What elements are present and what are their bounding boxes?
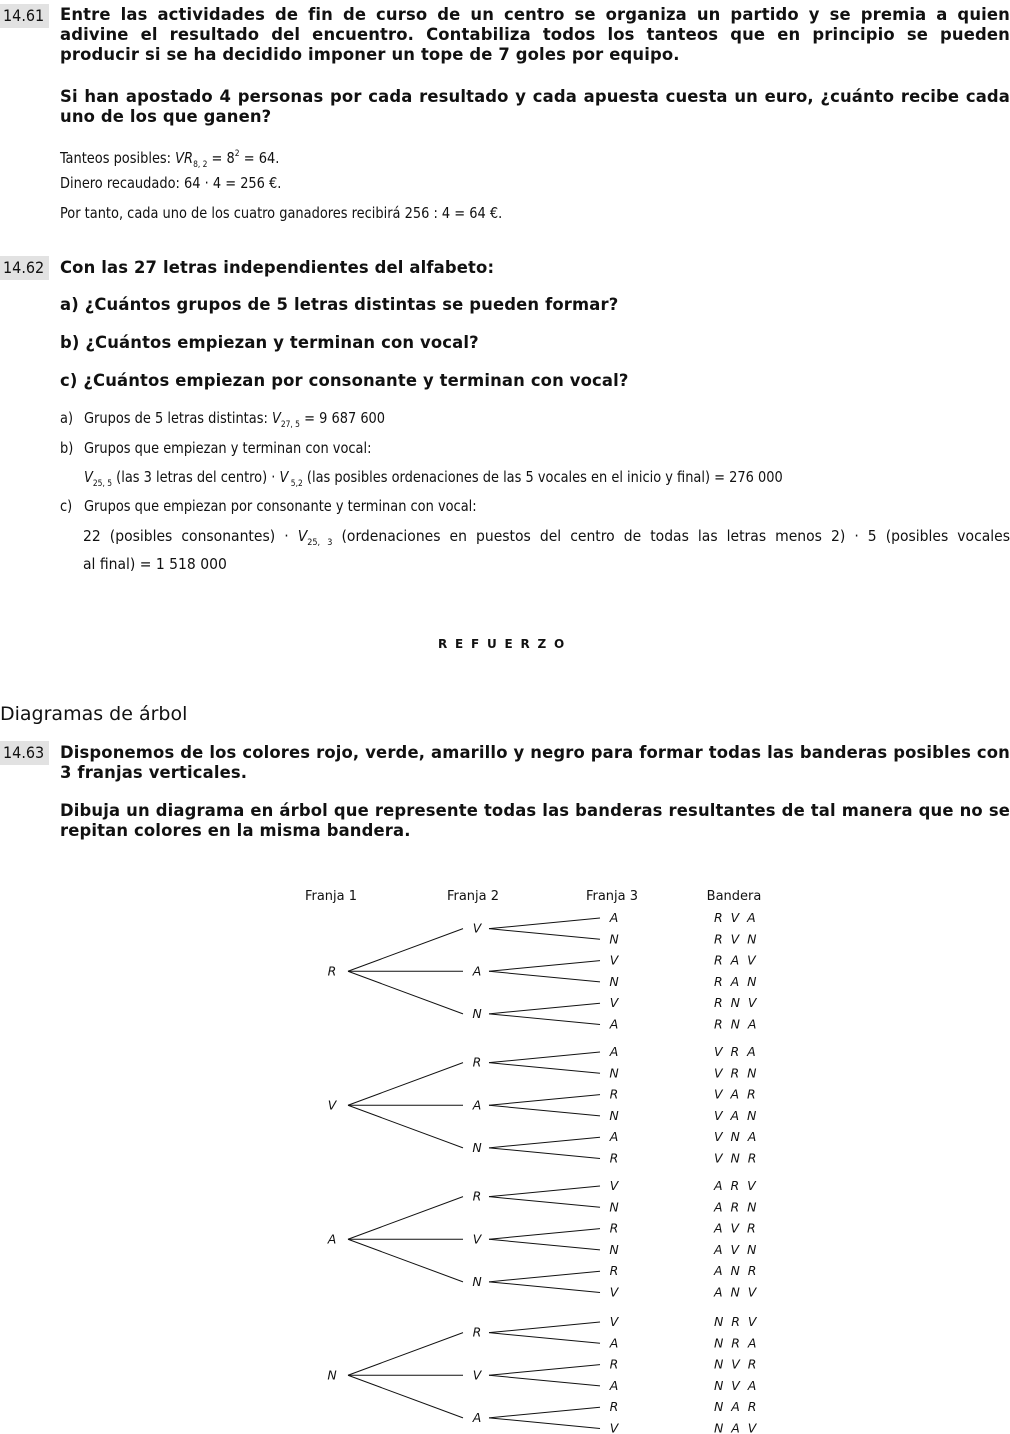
problem-number: 14.63 (0, 741, 49, 765)
tree-branch (489, 1229, 600, 1240)
tree-branch (489, 961, 600, 972)
tree-branch (489, 1063, 600, 1074)
flag-combination: N R V (714, 1314, 757, 1329)
tree-branch (489, 1365, 600, 1376)
first-stripe-label: R (327, 963, 337, 979)
tree-branch (348, 929, 463, 972)
second-stripe-label: N (472, 1005, 482, 1021)
flag-combination: V R A (714, 1044, 756, 1059)
tree-branch (489, 1137, 600, 1148)
tree-branch (348, 1197, 463, 1240)
tree-branch (489, 1095, 600, 1106)
tree-branch (489, 1407, 600, 1418)
column-header: Franja 3 (585, 889, 639, 904)
flag-combination: V R N (714, 1065, 757, 1081)
second-stripe-label: A (472, 1097, 482, 1113)
flag-combination: A V R (714, 1220, 756, 1236)
third-stripe-label: A (609, 1129, 619, 1145)
flag-combination: A R V (714, 1178, 756, 1193)
second-stripe-label: A (472, 1409, 482, 1425)
tree-branch (489, 1333, 600, 1344)
tree-branch (489, 1375, 600, 1386)
flag-combination: A N R (714, 1263, 757, 1279)
column-header: Franja 1 (304, 889, 358, 904)
tree-branch (489, 1418, 600, 1429)
third-stripe-label: N (609, 1107, 619, 1123)
solution-line: Tanteos posibles: $VR_{8, 2} = 8^2 = 64$. (60, 149, 280, 170)
flag-combination: R N V (714, 995, 757, 1011)
flag-combination: R A V (714, 952, 756, 968)
answer-a: Grupos de 5 letras distintas: $V_{27, 5} = 9$ 687 600 (84, 409, 386, 430)
tree-branch (489, 1186, 600, 1197)
tree-branch (489, 1148, 600, 1159)
question-a: a) ¿Cuántos grupos de 5 letras distintas se pueden formar? (60, 295, 619, 314)
problem-statement: Entre las actividades de fin de curso de un centro se organiza un partido y se premia a quien adivine el resultado del encuentro. Contabiliza todos los tanteos que en principio se pueden producir si se ha decidido imponer un tope de 7 goles por equipo. (60, 5, 1010, 64)
problem-statement: Con las 27 letras independientes del alfabeto: (60, 258, 495, 277)
flag-combination: A R N (714, 1199, 757, 1215)
third-stripe-label: R (609, 1220, 619, 1236)
second-stripe-label: V (472, 920, 482, 936)
tree-branch (489, 1239, 600, 1250)
section-title: Diagramas de árbol (0, 703, 188, 725)
flag-combination: A N V (714, 1284, 757, 1300)
first-stripe-label: V (327, 1097, 337, 1113)
question-b: b) ¿Cuántos empiezan y terminan con vocal? (60, 333, 479, 352)
tree-branch (489, 971, 600, 982)
flag-combination: N V R (714, 1356, 757, 1372)
third-stripe-label: N (609, 1241, 619, 1257)
third-stripe-label: A (609, 1044, 619, 1059)
section-banner: REFUERZO (437, 637, 573, 651)
first-stripe-label: A (327, 1231, 337, 1247)
tree-branch (348, 1239, 463, 1282)
third-stripe-label: V (609, 995, 619, 1011)
tree-branch (348, 1333, 463, 1376)
flag-combination: V N R (714, 1150, 757, 1166)
flag-combination: N A R (714, 1399, 757, 1415)
answer-label: a) (60, 409, 74, 427)
solution-line: Por tanto, cada uno de los cuatro ganadores recibirá 256 : 4 = 64 €. (60, 204, 503, 222)
second-stripe-label: N (472, 1273, 482, 1289)
second-stripe-label: R (472, 1054, 482, 1070)
tree-branch (489, 1003, 600, 1014)
flag-combination: R V N (714, 931, 757, 947)
third-stripe-label: V (609, 1284, 619, 1300)
flag-combination: R A N (714, 973, 757, 989)
third-stripe-label: N (609, 1065, 619, 1081)
column-header: Franja 2 (446, 889, 500, 904)
solution-line: Dinero recaudado: 64 · 4 = 256 €. (60, 174, 282, 192)
second-stripe-label: R (472, 1188, 482, 1204)
problem-statement: Disponemos de los colores rojo, verde, amarillo y negro para formar todas las banderas posibles con 3 franjas verticales. (60, 743, 1010, 782)
answer-b: Grupos que empiezan y terminan con vocal: (84, 439, 372, 457)
third-stripe-label: R (609, 1086, 619, 1102)
tree-branch (489, 1322, 600, 1333)
flag-combination: R V A (714, 910, 756, 925)
flag-combination: V N A (714, 1129, 757, 1145)
tree-branch (348, 1375, 463, 1418)
flag-combination: N R A (714, 1335, 757, 1351)
second-stripe-label: R (472, 1324, 482, 1340)
third-stripe-label: R (609, 1263, 619, 1279)
tree-branch (348, 1063, 463, 1106)
third-stripe-label: N (609, 1199, 619, 1215)
tree-branch (348, 1105, 463, 1148)
problem-question: Dibuja un diagrama en árbol que represente todas las banderas resultantes de tal manera que no se repitan colores en la misma bandera. (60, 801, 1010, 840)
third-stripe-label: A (609, 910, 619, 925)
second-stripe-label: V (472, 1367, 482, 1383)
answer-c-detail: 22 (posibles consonantes) · $V_{25, 3}$ (ordenaciones en puestos del centro de todas las letras menos 2) · 5 (posibles vocales al final) = 1 518 000 (83, 527, 1010, 573)
third-stripe-label: R (609, 1399, 619, 1415)
answer-label: c) (60, 497, 73, 515)
third-stripe-label: A (609, 1016, 619, 1032)
tree-branch (489, 929, 600, 940)
third-stripe-label: N (609, 973, 619, 989)
first-stripe-label: N (327, 1367, 337, 1383)
problem-number: 14.62 (0, 256, 49, 280)
third-stripe-label: R (609, 1356, 619, 1372)
second-stripe-label: A (472, 963, 482, 979)
flag-combination: V A R (714, 1086, 756, 1102)
flag-combination: N V A (714, 1377, 757, 1393)
tree-branch (489, 918, 600, 929)
tree-branch (489, 1271, 600, 1282)
answer-c: Grupos que empiezan por consonante y terminan con vocal: (84, 497, 477, 515)
third-stripe-label: A (609, 1335, 619, 1351)
third-stripe-label: V (609, 1314, 619, 1329)
flag-combination: A V N (714, 1241, 757, 1257)
tree-branch (489, 1052, 600, 1063)
tree-diagram (0, 870, 1010, 1434)
column-header: Bandera (706, 889, 762, 904)
flag-combination: V A N (714, 1107, 757, 1123)
problem-question: Si han apostado 4 personas por cada resultado y cada apuesta cuesta un euro, ¿cuánto recibe cada uno de los que ganen? (60, 87, 1010, 126)
second-stripe-label: V (472, 1231, 482, 1247)
tree-branch (489, 1197, 600, 1208)
third-stripe-label: R (609, 1150, 619, 1166)
flag-combination: N A V (714, 1420, 757, 1434)
answer-label: b) (60, 439, 74, 457)
third-stripe-label: A (609, 1377, 619, 1393)
second-stripe-label: N (472, 1139, 482, 1155)
question-c: c) ¿Cuántos empiezan por consonante y terminan con vocal? (60, 371, 629, 390)
problem-number: 14.61 (0, 4, 49, 28)
third-stripe-label: V (609, 1178, 619, 1193)
third-stripe-label: V (609, 952, 619, 968)
tree-branch (348, 971, 463, 1014)
tree-branch (489, 1282, 600, 1293)
flag-combination: R N A (714, 1016, 757, 1032)
third-stripe-label: V (609, 1420, 619, 1434)
third-stripe-label: N (609, 931, 619, 947)
tree-branch (489, 1105, 600, 1116)
answer-b-detail: $V_{25, 5}$ (las 3 letras del centro) · V $_{5,2}$ (las posibles ordenaciones de las 5 vocales en el inicio y final) = 276 000 (84, 468, 783, 489)
tree-branch (489, 1014, 600, 1025)
